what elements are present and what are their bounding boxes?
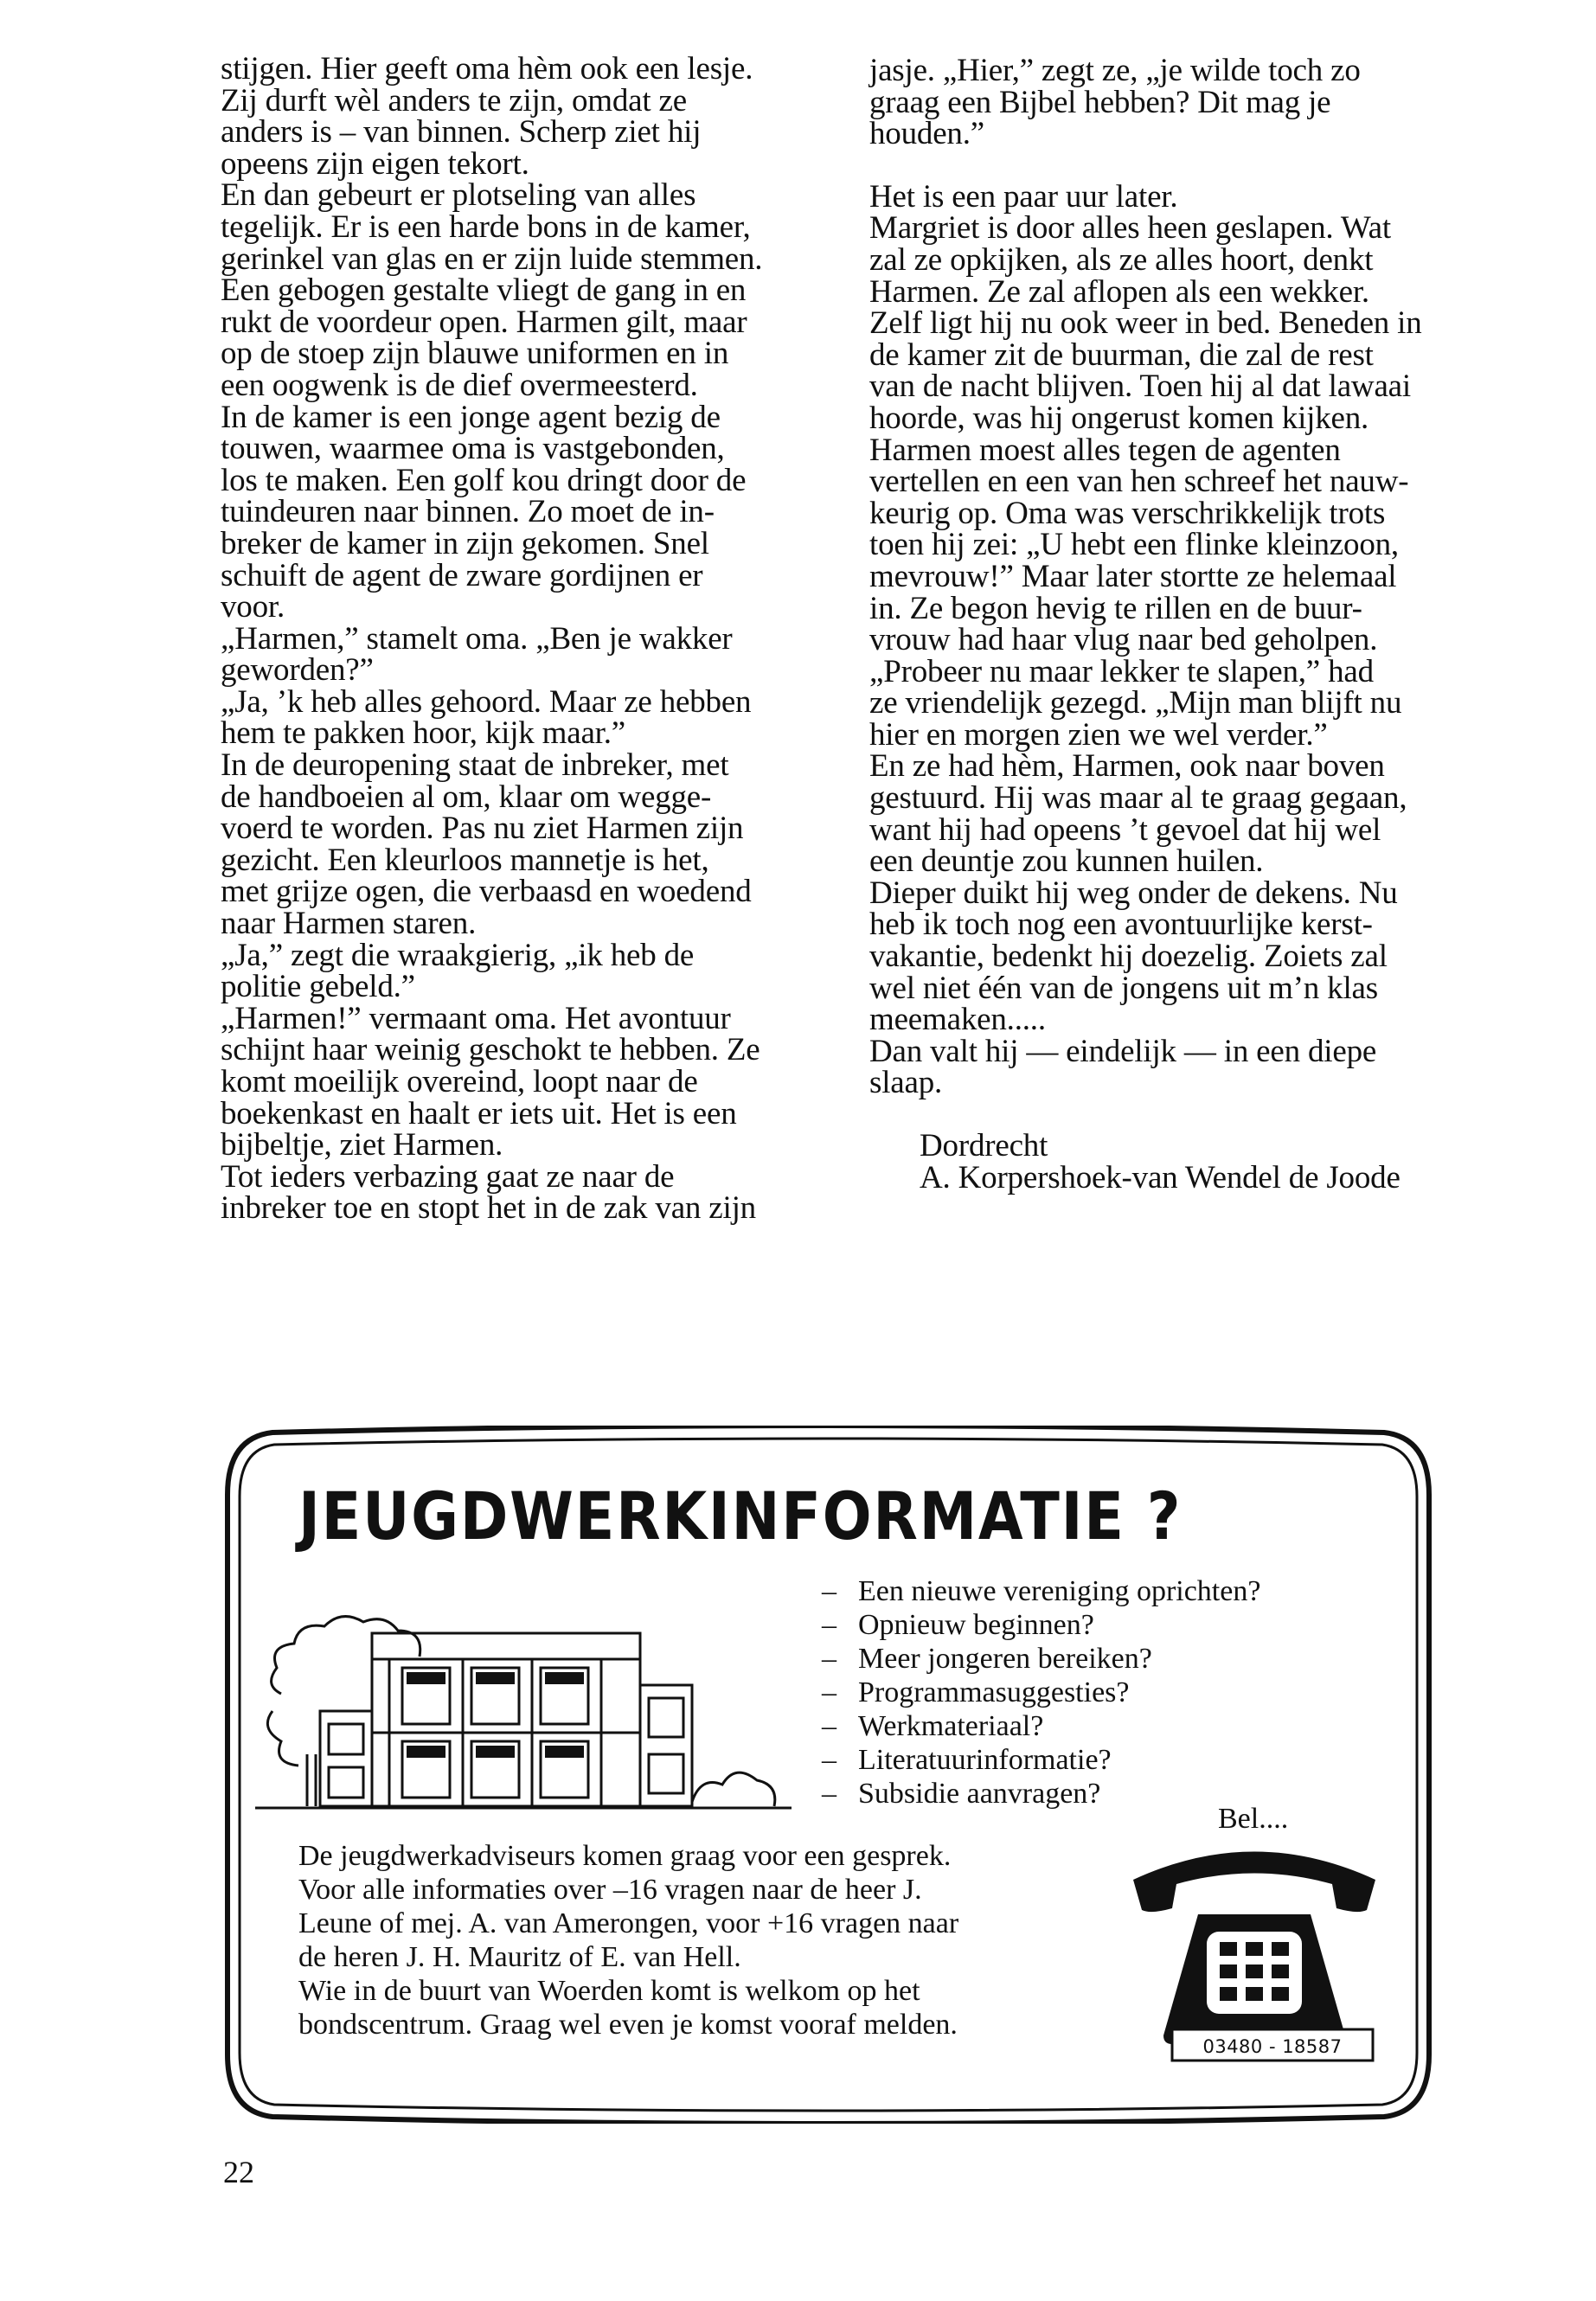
text-line: En ze had hèm, Harmen, ook naar boven [869,748,1385,785]
text-line: Zelf ligt hij nu ook weer in bed. Beneden in [869,305,1422,342]
signature-author: A. Korpershoek-van Wendel de Joode [920,1159,1401,1195]
text-line: Zij durft wèl anders te zijn, omdat ze [221,82,687,119]
text-line: gezicht. Een kleurloos mannetje is het, [221,842,709,878]
text-line: opeens zijn eigen tekort. [221,145,529,182]
text-line: gestuurd. Hij was maar al te graag gegaan, [869,780,1407,817]
text-line: tegelijk. Er is een harde bons in de kamer, [221,208,751,245]
text-line: want hij had opeens ’t gevoel dat hij wel [869,811,1381,848]
text-line: bondscentrum. Graag wel even je komst vooraf melden. [298,2009,958,2041]
text-line: In de kamer is een jonge agent bezig de [221,399,721,435]
text-line: Margriet is door alles heen geslapen. Wat [869,210,1391,247]
text-line: hier en morgen zien we wel verder.” [869,716,1328,753]
ad-body [298,1839,1163,2041]
text-line: met grijze ogen, die verbaasd en woedend [221,874,752,910]
text-line: schuift de agent de zware gordijnen er [221,557,703,593]
text-line: bijbeltje, ziet Harmen. [221,1127,503,1163]
signature [920,1128,1440,1195]
list-item: – Opnieuw beginnen? [822,1609,1094,1641]
text-line: vakantie, bedenkt hij doezelig. Zoiets zal [869,939,1388,975]
text-line: Dan valt hij — eindelijk — in een diepe [869,1033,1377,1069]
question-list [822,1574,1260,1811]
text-line: de heren J. H. Mauritz of E. van Hell. [298,1941,741,1973]
ad-title: JEUGDWERKINFORMATIE ? [298,1477,1183,1554]
text-line: „Harmen,” stamelt oma. „Ben je wakker [221,620,733,657]
text-line: heb ik toch nog een avontuurlijke kerst- [869,907,1373,943]
text-line: naar Harmen staren. [221,906,477,942]
text-line: slaap. [869,1065,943,1101]
text-line: Harmen. Ze zal aflopen als een wekker. [869,273,1369,310]
text-line: een oogwenk is de dief overmeesterd. [221,367,698,403]
text-line: „Ja,” zegt die wraakgierig, „ik heb de [221,937,695,973]
text-line: schijnt haar weinig geschokt te hebben. Ze [221,1032,760,1068]
text-line: houden.” [869,116,984,152]
text-line: graag een Bijbel hebben? Dit mag je [869,84,1331,120]
text-line: boekenkast en haalt er iets uit. Het is een [221,1095,737,1131]
text-line: jasje. „Hier,” zegt ze, „je wilde toch zo [869,53,1361,88]
text-line: gerinkel van glas en er zijn luide stemmen. [221,240,763,277]
text-line: ze vriendelijk gezegd. „Mijn man blijft nu [869,685,1402,721]
text-line: „Probeer nu maar lekker te slapen,” had [869,653,1374,689]
text-line: in. Ze begon hevig te rillen en de buur- [869,590,1362,626]
text-line: touwen, waarmee oma is vastgebonden, [221,431,725,467]
text-line: vrouw had haar vlug naar bed geholpen. [869,622,1378,658]
text-line: Harmen moest alles tegen de agenten [869,432,1341,468]
building-illustration-icon [255,1581,800,1823]
list-item: – Meer jongeren bereiken? [822,1643,1152,1675]
list-item: – Subsidie aanvragen? [822,1778,1101,1810]
text-line: toen hij zei: „U hebt een flinke kleinzoon, [869,527,1399,563]
page-number: 22 [223,2155,254,2189]
text-line: een deuntje zou kunnen huilen. [869,843,1264,880]
list-item: – Programmasuggesties? [822,1676,1130,1708]
text-line: op de stoep zijn blauwe uniformen en in [221,336,729,372]
text-line: meemaken..... [869,1002,1046,1038]
text-line: Een gebogen gestalte vliegt de gang in en [221,272,747,309]
text-line: van de nacht blijven. Toen hij al dat lawaai [869,369,1411,405]
advertisement-box [221,1426,1436,2124]
text-line: In de deuropening staat de inbreker, met [221,747,729,784]
text-line: Tot ieders verbazing gaat ze naar de [221,1158,675,1195]
list-item: – Werkmateriaal? [822,1710,1044,1742]
text-line: De jeugdwerkadviseurs komen graag voor een gesprek. [298,1840,952,1872]
article-right-column [869,55,1440,1194]
text-line: En dan gebeurt er plotseling van alles [221,177,696,214]
text-line: voerd te worden. Pas nu ziet Harmen zijn [221,811,744,847]
list-item: – Literatuurinformatie? [822,1744,1112,1776]
text-line: mevrouw!” Maar later stortte ze helemaal [869,558,1397,594]
text-line: Leune of mej. A. van Amerongen, voor +16 vragen naar [298,1907,959,1939]
text-line: de kamer zit de buurman, die zal de rest [869,336,1374,373]
text-line: „Ja, ’k heb alles gehoord. Maar ze hebben [221,683,752,720]
bel-label: Bel.... [1218,1803,1289,1835]
signature-place: Dordrecht [920,1128,1048,1163]
text-line: tuindeuren naar binnen. Zo moet de in- [221,494,715,530]
phone-number: 03480 - 18587 [1202,2036,1343,2057]
text-line: stijgen. Hier geeft oma hèm ook een lesje. [221,51,753,87]
text-line: keurig op. Oma was verschrikkelijk trots [869,495,1386,531]
text-line: anders is – van binnen. Scherp ziet hij [221,114,702,151]
text-line: geworden?” [221,652,374,689]
text-line: rukt de voordeur open. Harmen gilt, maar [221,304,747,340]
text-line: de handboeien al om, klaar om wegge- [221,779,712,815]
text-line: hoorde, was hij ongerust komen kijken. [869,400,1369,436]
text-line: komt moeilijk overeind, loopt naar de [221,1064,698,1099]
list-item: – Een nieuwe vereniging oprichten? [822,1575,1261,1607]
telephone-icon [1125,1832,1384,2066]
text-line: breker de kamer in zijn gekomen. Snel [221,525,709,561]
paragraph-gap [869,151,1440,182]
text-line: inbreker toe en stopt het in de zak van zijn [221,1190,756,1227]
text-line: Wie in de buurt van Woerden komt is welkom op het [298,1975,920,2007]
text-line: voor. [221,589,285,625]
text-line: zal ze opkijken, als ze alles hoort, denkt [869,241,1374,278]
text-line: hem te pakken hoor, kijk maar.” [221,715,626,752]
text-line: vertellen en een van hen schreef het nauw- [869,464,1409,500]
text-line: Het is een paar uur later. [869,178,1178,215]
text-line: „Harmen!” vermaant oma. Het avontuur [221,1000,731,1036]
text-line: los te maken. Een golf kou dringt door de [221,462,747,498]
text-line: Voor alle informaties over –16 vragen naar de heer J. [298,1874,922,1906]
article-left-column [221,51,787,1227]
text-line: politie gebeld.” [221,969,415,1005]
text-line: Dieper duikt hij weg onder de dekens. Nu [869,875,1398,911]
text-line: wel niet één van de jongens uit m’n klas [869,970,1378,1006]
